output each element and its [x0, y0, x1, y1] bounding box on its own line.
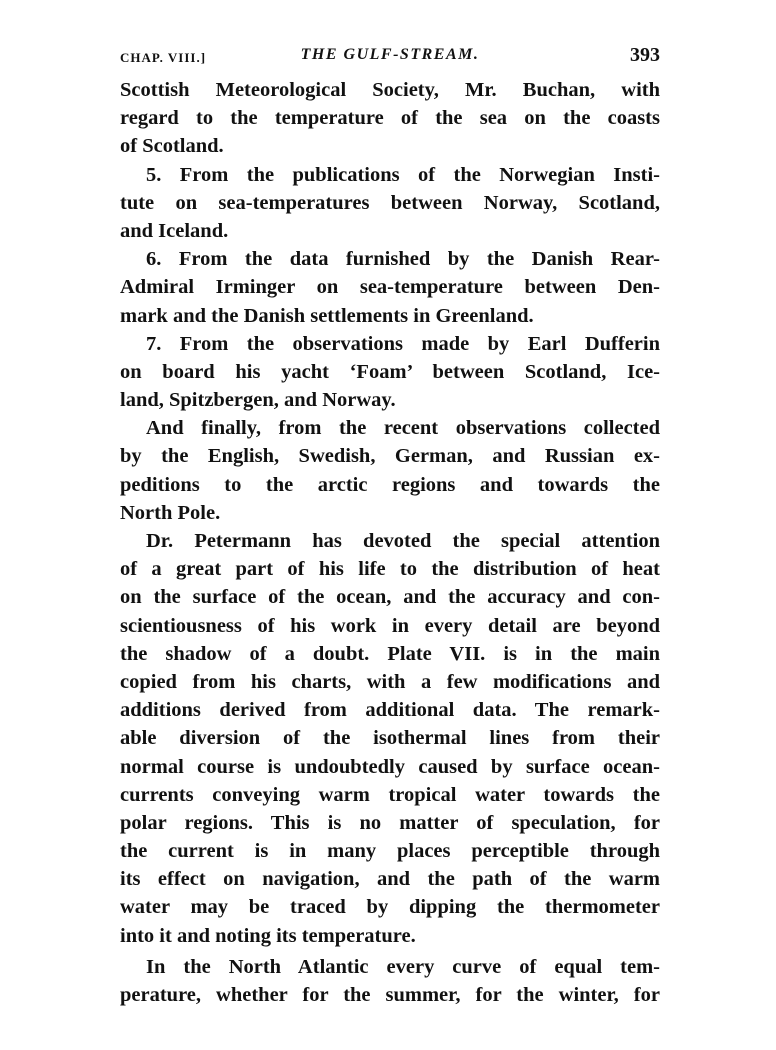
text-line: peditions to the arctic regions and towards the [120, 473, 660, 496]
text-line: 5. From the publications of the Norwegian Insti- [146, 163, 660, 186]
text-line: normal course is undoubtedly caused by surface ocean- [120, 755, 660, 778]
text-line: the shadow of a doubt. Plate VII. is in the main [120, 642, 660, 665]
text-line: scientiousness of his work in every detail are beyond [120, 614, 660, 637]
text-line: by the English, Swedish, German, and Russian ex- [120, 445, 660, 468]
paragraph-petermann [120, 527, 660, 950]
text-line: copied from his charts, with a few modifications and [120, 670, 660, 693]
paragraph-finally [120, 414, 660, 527]
text-line: regard to the temperature of the sea on the coasts [120, 107, 660, 130]
text-line: and Iceland. [120, 219, 229, 242]
text-line: Admiral Irminger on sea-temperature between Den- [120, 276, 660, 299]
text-line: In the North Atlantic every curve of equal tem- [146, 955, 660, 978]
text-line: of a great part of his life to the distribution of heat [120, 558, 660, 581]
text-line: mark and the Danish settlements in Greenland. [120, 304, 534, 327]
text-line: currents conveying warm tropical water towards the [120, 783, 660, 806]
text-line: additions derived from additional data. The remark- [120, 699, 660, 722]
body-text [120, 76, 660, 1009]
text-line: into it and noting its temperature. [120, 924, 416, 947]
running-title: THE GULF-STREAM. [300, 46, 480, 63]
text-line: water may be traced by dipping the thermometer [120, 896, 660, 919]
text-line: Dr. Petermann has devoted the special attention [146, 530, 660, 552]
text-line: on the surface of the ocean, and the accuracy and con- [120, 586, 660, 609]
paragraph-item-7 [120, 330, 660, 415]
text-line: Scottish Meteorological Society, Mr. Buchan, with [120, 79, 660, 101]
running-head [120, 40, 660, 76]
text-line: North Pole. [120, 501, 221, 524]
text-line: 6. From the data furnished by the Danish Rear- [146, 248, 660, 271]
text-line: the current is in many places perceptible through [120, 840, 660, 863]
text-line: And finally, from the recent observations collected [146, 417, 660, 440]
text-line: of Scotland. [120, 135, 224, 158]
paragraph-item-6 [120, 245, 660, 330]
paragraph-continued [120, 76, 660, 161]
text-line: 7. From the observations made by Earl Dufferin [146, 332, 660, 355]
chapter-label: CHAP. VIII.] [120, 50, 207, 65]
text-line: land, Spitzbergen, and Norway. [120, 389, 396, 412]
page-number: 393 [630, 44, 660, 66]
paragraph-north-atlantic [120, 953, 660, 1009]
text-line: tute on sea-temperatures between Norway, Scotland, [120, 191, 660, 214]
text-line: its effect on navigation, and the path of the warm [120, 868, 660, 891]
paragraph-item-5 [120, 161, 660, 246]
book-page [120, 40, 660, 1009]
text-line: able diversion of the isothermal lines from their [120, 727, 660, 750]
text-line: on board his yacht ‘Foam’ between Scotland, Ice- [120, 360, 660, 383]
text-line: polar regions. This is no matter of speculation, for [120, 811, 660, 834]
text-line: perature, whether for the summer, for the winter, for [120, 984, 660, 1006]
